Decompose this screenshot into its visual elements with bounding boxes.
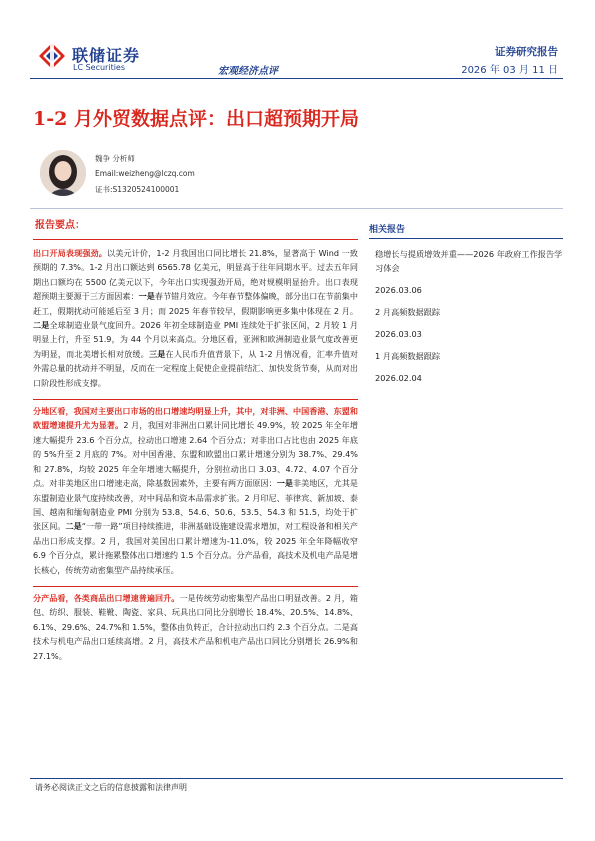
summary-paragraph <box>33 404 358 577</box>
related-reports <box>369 222 563 385</box>
analyst-photo <box>40 150 86 196</box>
summary-paragraph <box>33 246 358 390</box>
paragraph-text: 在人民币升值背景下，从 1-2 月情况看，汇率升值对外需总量的扰动并不明显，反而在一定程度上促使企业提前结汇、加快发货节奏，从而对出口阶段性形成支撑。 <box>33 348 358 388</box>
summary-heading-underline <box>33 239 358 240</box>
report-category: 宏观经济点评 <box>218 66 278 77</box>
paragraph-keyword: 一是 <box>276 478 293 489</box>
report-date: 2026 年 03 月 11 日 <box>461 65 558 76</box>
avatar <box>40 150 86 196</box>
summary-paragraphs <box>33 246 358 663</box>
company-name-en: LC Securities <box>73 63 126 72</box>
paragraph-text: 一是传统劳动密集型产品出口明显改善。2 月，箱包、纺织、服装、鞋靴、陶瓷、家具、玩具出口同比分别增长 18.4%、20.5%、14.8%、6.1%、29.6%、24.7%和 1.5%，整体由负转正，合计拉动出口约 2.3 个百分点。二是高技术与机电产品出口延续高增。2 月，高技术产品和机电产品出口同比分别增长 26.9%和 27.1%。 <box>33 592 358 661</box>
paragraph-keyword: 一是 <box>138 291 155 302</box>
summary-heading: 报告要点： <box>35 220 85 231</box>
footer-divider <box>30 778 563 779</box>
paragraph-keyword: 二是 <box>33 320 50 331</box>
related-report-title[interactable]: 2 月高频数据跟踪 <box>375 307 441 317</box>
paragraph-text: 非美地区，尤其是东盟制造业景气度持续改善，对中间品和资本品需求扩张。2 月印尼、菲律宾、新加坡、泰国、越南和缅甸制造业 PMI 分别为 53.8、54.6、50.6、53.5、54.3 和 51.5，均处于扩张区间。 <box>33 478 358 532</box>
analyst-email[interactable]: Email:weizheng@lczq.com <box>95 169 195 178</box>
related-report-date: 2026.03.03 <box>375 329 422 339</box>
related-reports-underline <box>369 238 563 239</box>
page-title: 1-2 月外贸数据点评：出口超预期开局 <box>33 108 359 130</box>
related-report-date: 2026.03.06 <box>375 285 422 295</box>
paragraph-divider <box>33 399 358 400</box>
analyst-name: 魏争 分析师 <box>95 154 135 163</box>
paragraph-lead: 分产品看，各类商品出口增速普遍回升。 <box>33 592 180 603</box>
paragraph-keyword: 二是 <box>65 521 82 532</box>
paragraph-text: 春节错月效应。今年春节整体偏晚，部分出口在节前集中赶工，假期扰动可能延后至 3 月；而 2025 年春节较早，假期影响更多集中体现在 2 月。 <box>33 291 358 316</box>
paragraph-lead: 出口开局表现强劲。 <box>33 248 108 258</box>
paragraph-text: 2 月，我国对非洲出口累计同比增长 49.9%，较 2025 年全年增速大幅提升 23.6 个百分点，拉动出口增速 2.64 个百分点；对非出口占比也由 2025 年底的 5%升至 2 月底的 7%。对中国香港、东盟和欧盟出口累计增速分别为 38.7%、29.4%和 27.8%，均较 2025 年全年增速大幅提升，分别拉动出口 3.03、4.72、4.07 个百分点。对非美地区出口增速走高，除基数因素外，主要有两方面原因： <box>33 420 358 489</box>
paragraph-text: 全球制造业景气度回升。2026 年初全球制造业 PMI 连续处于扩张区间，2 月较 1 月明显上行，升至 51.9，为 44 个月以来高点。分地区看，亚洲和欧洲制造业景气度改善更为明显，而北美增长相对放缓。 <box>33 320 358 359</box>
summary-paragraph <box>33 591 358 663</box>
paragraph-keyword: 三是 <box>148 348 166 359</box>
paragraph-lead: 分地区看，我国对主要出口市场的出口增速均明显上升，其中，对非洲、中国香港、东盟和欧盟增速提升尤为显著。 <box>33 406 358 431</box>
company-name-cn: 联储证券 <box>72 46 141 65</box>
footer-disclaimer[interactable]: 请务必阅读正文之后的信息披露和法律声明 <box>35 783 187 792</box>
related-reports-heading: 相关报告 <box>369 225 406 235</box>
analyst-cert: 证书:S1320524100001 <box>95 185 180 194</box>
report-summary <box>33 216 358 672</box>
related-report-title[interactable]: 1 月高频数据跟踪 <box>375 351 441 361</box>
report-type: 证券研究报告 <box>495 46 558 58</box>
paragraph-text: 以美元计价，1-2 月我国出口同比增长 21.8%，显著高于 Wind 一致预期的 7.3%。1-2 月出口额达到 6565.78 亿美元，明显高于往年同期水平。过去五年同期出口额均在 5500 亿美元以下，今年出口实现强劲开局，绝对规模明显抬升。出口表现超预期主要源于三方面因素： <box>33 248 358 302</box>
analyst-divider <box>30 208 563 209</box>
paragraph-divider <box>33 586 358 587</box>
related-report-date: 2026.02.04 <box>375 373 422 383</box>
paragraph-text: “一带一路”项目持续推进，非洲基础设施建设需求增加，对工程设备和相关产品出口形成支撑。2 月，我国对美国出口累计增速为-11.0%，较 2025 年全年降幅收窄 6.9 个百分点，累计拖累整体出口增速约 1.5 个百分点。分产品看，高技术及机电产品是增长核心，传统劳动密集型产品持续承压。 <box>33 521 358 575</box>
related-report-title[interactable]: 稳增长与提质增效并重——2026 年政府工作报告学习体会 <box>375 249 563 273</box>
lc-securities-logo-icon <box>37 41 67 71</box>
header-divider <box>30 78 563 79</box>
